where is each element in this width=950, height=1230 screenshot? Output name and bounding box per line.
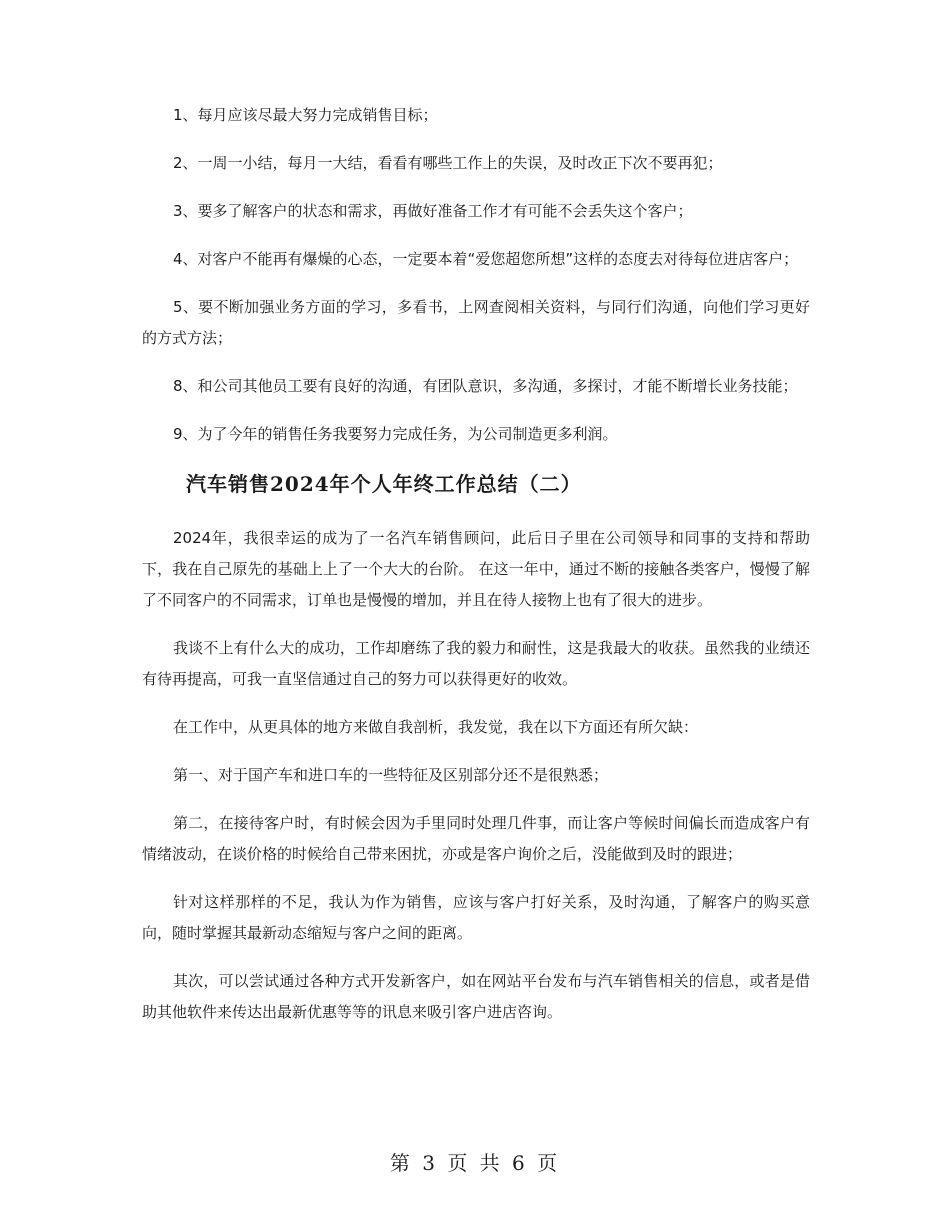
paragraph: 8、和公司其他员工要有良好的沟通，有团队意识，多沟通，多探讨，才能不断增长业务技能； (173, 377, 798, 395)
paragraph: 第一、对于国产车和进口车的一些特征及区别部分还不是很熟悉； (173, 766, 609, 784)
page-number: 第 3 页 共 6 页 (389, 1151, 561, 1175)
paragraph: 在工作中，从更具体的地方来做自我剖析，我发觉，我在以下方面还有所欠缺： (173, 718, 699, 736)
paragraph: 针对这样那样的不足，我认为作为销售，应该与客户打好关系，及时沟通，了解客户的购买意向，随时掌握其最新动态缩短与客户之间的距离。 (142, 893, 810, 942)
paragraph: 3、要多了解客户的状态和需求，再做好准备工作才有可能不会丢失这个客户； (173, 202, 693, 220)
paragraph: 4、对客户不能再有爆燥的心态，一定要本着“爱您超您所想”这样的态度去对待每位进店客户； (173, 250, 799, 268)
paragraph: 2、一周一小结，每月一大结，看看有哪些工作上的失误，及时改正下次不要再犯； (173, 154, 723, 172)
paragraph: 其次，可以尝试通过各种方式开发新客户，如在网站平台发布与汽车销售相关的信息，或者是借助其他软件来传达出最新优惠等等的讯息来吸引客户进店咨询。 (142, 972, 810, 1021)
document-body (142, 100, 810, 1045)
paragraph: 第二，在接待客户时，有时候会因为手里同时处理几件事，而让客户等候时间偏长而造成客户有情绪波动，在谈价格的时候给自己带来困扰，亦或是客户询价之后，没能做到及时的跟进； (142, 814, 810, 863)
paragraph: 1、每月应该尽最大努力完成销售目标； (173, 106, 438, 124)
paragraph: 2024年，我很幸运的成为了一名汽车销售顾问，此后日子里在公司领导和同事的支持和帮助下，我在自己原先的基础上上了一个大大的台阶。 在这一年中，通过不断的接触各类客户，慢慢了解了不同客户的不同需求，订单也是慢慢的增加，并且在待人接物上也有了很大的进步。 (142, 529, 810, 609)
paragraph: 9、为了今年的销售任务我要努力完成任务，为公司制造更多利润。 (173, 425, 618, 443)
paragraph: 我谈不上有什么大的成功，工作却磨练了我的毅力和耐性，这是我最大的收获。虽然我的业绩还有待再提高，可我一直坚信通过自己的努力可以获得更好的收效。 (142, 639, 810, 688)
paragraph: 5、要不断加强业务方面的学习，多看书，上网查阅相关资料，与同行们沟通，向他们学习更好的方式方法； (142, 298, 810, 347)
section-heading: 汽车销售2024年个人年终工作总结（二） (186, 472, 582, 496)
